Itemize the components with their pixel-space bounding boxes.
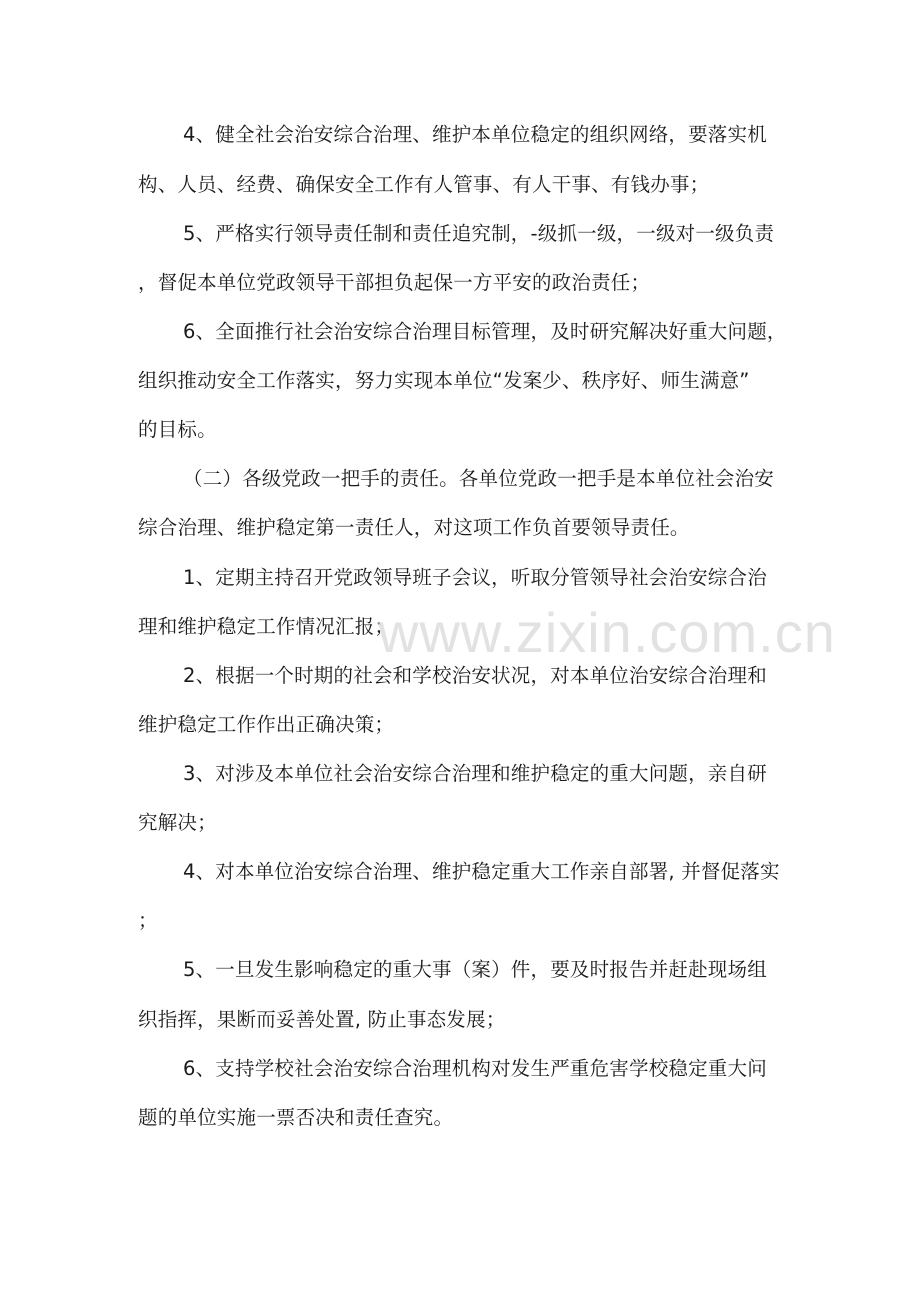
paragraph-line: ，督促本单位党政领导干部担负起保一方平安的政治责任； [138,271,651,294]
paragraph-line: 维护稳定工作作出正确决策； [138,713,395,736]
paragraph-line: 的目标。 [138,418,217,441]
paragraph-line: 6、支持学校社会治安综合治理机构对发生严重危害学校稳定重大问 [183,1057,767,1080]
paragraph-line: 5、严格实行领导责任制和责任追究制，-级抓一级，一级对一级负责 [183,222,775,245]
paragraph-line: 5、一旦发生影响稳定的重大事（案）件，要及时报告并赶赴现场组 [183,958,767,981]
paragraph-line: 组织推动安全工作落实，努力实现本单位“发案少、秩序好、师生满意” [138,369,750,392]
paragraph-line: 4、健全社会治安综合治理、维护本单位稳定的组织网络，要落实机 [183,123,767,146]
section-heading-line: （二）各级党政一把手的责任。各单位党政一把手是本单位社会治安 [183,467,775,490]
paragraph-line: 理和维护稳定工作情况汇报； [138,615,395,638]
paragraph-line: 题的单位实施一票否决和责任查究。 [138,1106,454,1129]
paragraph-line: 构、人员、经费、确保安全工作有人管事、有人干事、有钱办事； [138,173,710,196]
paragraph-line: 6、全面推行社会治安综合治理目标管理，及时研究解决好重大问题， [183,320,787,343]
paragraph-line: 3、对涉及本单位社会治安综合治理和维护稳定的重大问题，亲自研 [183,762,767,785]
watermark-text: www.zixin.com.cn [378,601,836,664]
paragraph-line: 4、对本单位治安综合治理、维护稳定重大工作亲自部署, 并督促落实 [183,860,780,883]
paragraph-line: 2、根据一个时期的社会和学校治安状况，对本单位治安综合治理和 [183,664,767,687]
paragraph-line: 究解决； [138,811,217,834]
paragraph-line: 1、定期主持召开党政领导班子会议，听取分管领导社会治安综合治 [183,566,767,589]
paragraph-line: ； [138,909,158,932]
paragraph-line: 综合治理、维护稳定第一责任人，对这项工作负首要领导责任。 [138,516,690,539]
paragraph-line: 织指挥，果断而妥善处置, 防止事态发展； [138,1008,506,1031]
